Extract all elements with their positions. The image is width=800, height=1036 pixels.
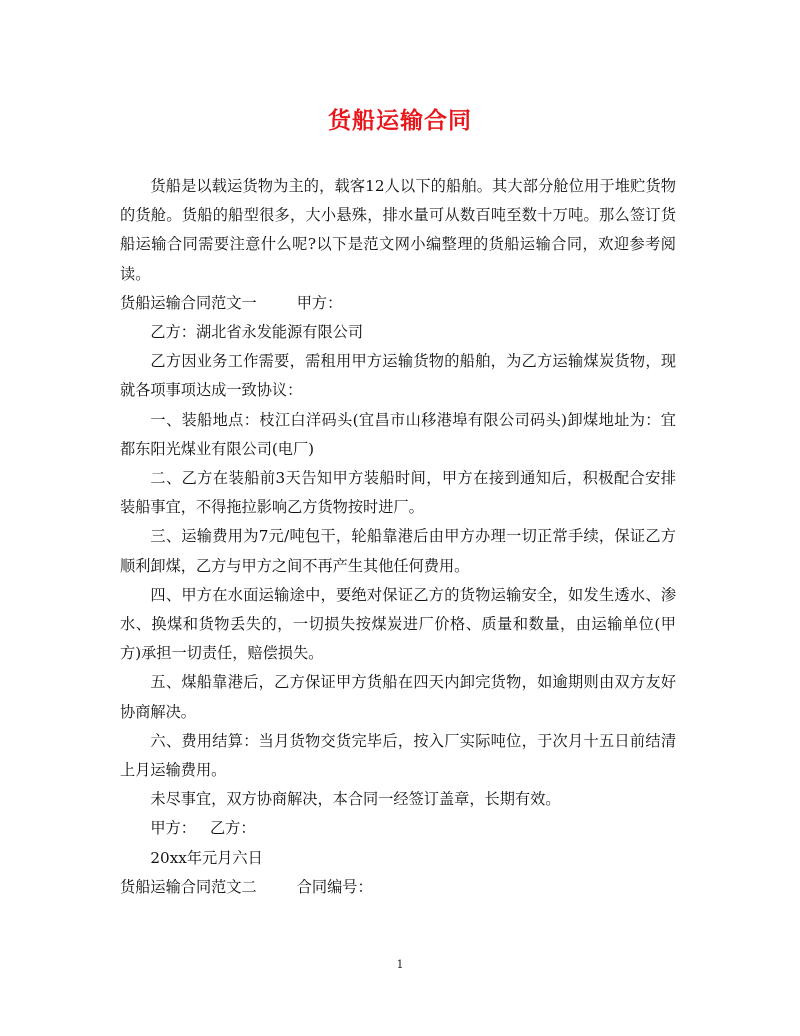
page-number: 1 [396,958,404,971]
clause-2: 二、乙方在装船前3天告知甲方装船时间，甲方在接到通知后，积极配合安排装船事宜，不得拖拉影响乙方货物按时进厂。 [120,469,676,517]
signature-party-a: 甲方： [150,819,196,838]
clause-1: 一、装船地点：枝江白洋码头(宜昌市山移港埠有限公司码头)卸煤地址为：宜都东阳光煤业有限公司(电厂) [120,410,676,458]
signature-line [120,814,676,843]
party-b-line: 乙方：湖北省永发能源有限公司 [150,323,364,342]
document-body [120,172,676,902]
closing-paragraph: 未尽事宜，双方协商解决，本合同一经签订盖章，长期有效。 [150,790,561,809]
date-line: 20xx年元月六日 [150,848,263,867]
clause-3: 三、运输费用为7元/吨包干，轮船靠港后由甲方办理一切正常手续，保证乙方顺利卸煤，乙方与甲方之间不再产生其他任何费用。 [120,527,676,575]
sample1-heading-line [120,289,676,318]
signature-party-b: 乙方： [209,819,256,838]
party-a-label: 甲方： [296,293,343,312]
contract-number-label: 合同编号： [296,877,373,896]
intro-paragraph: 货船是以载运货物为主的，载客12人以下的船舶。其大部分舱位用于堆贮货物的货舱。货船的船型很多，大小悬殊，排水量可从数百吨至数十万吨。那么签订货船运输合同需要注意什么呢?以下是范文网小编整理的货船运输合同，欢迎参考阅读。 [120,177,676,283]
sample2-heading: 货船运输合同范文二 [120,877,257,896]
purpose-paragraph: 乙方因业务工作需要，需租用甲方运输货物的船舶，为乙方运输煤炭货物，现就各项事项达成一致协议： [120,352,676,400]
sample2-heading-line [120,873,676,902]
clause-5: 五、煤船靠港后，乙方保证甲方货船在四天内卸完货物，如逾期则由双方友好协商解决。 [120,673,676,721]
sample1-heading: 货船运输合同范文一 [120,293,257,312]
clause-4: 四、甲方在水面运输途中，要绝对保证乙方的货物运输安全，如发生透水、渗水、换煤和货物丢失的，一切损失按煤炭进厂价格、质量和数量，由运输单位(甲方)承担一切责任，赔偿损失。 [120,585,676,663]
document-title: 货船运输合同 [328,108,472,134]
clause-6: 六、费用结算：当月货物交货完毕后，按入厂实际吨位，于次月十五日前结清上月运输费用。 [120,731,676,780]
